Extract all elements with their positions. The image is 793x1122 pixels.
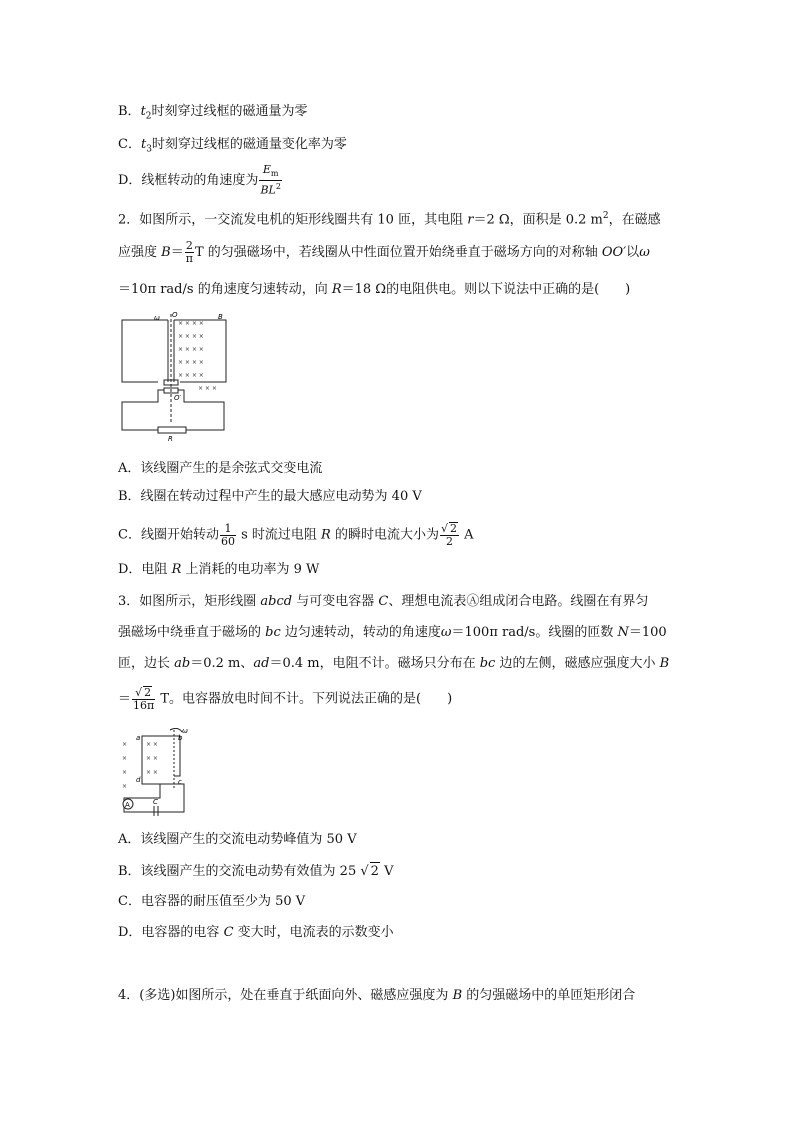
fraction: $\frac{1}{60}$ (220, 521, 235, 548)
q1-option-d: D．线框转动的角速度为 $\frac{E_m}{BL^2}$ (118, 163, 281, 197)
fraction: $\frac{√ 2}{16\pi}$ (133, 686, 155, 712)
q2-option-d: D．电阻 R 上消耗的电功率为 9 W (118, 562, 320, 577)
svg-text:×: × (122, 741, 128, 748)
q2-figure (118, 312, 230, 442)
label-d: d (136, 776, 141, 784)
svg-text:× × ×: × × × (198, 385, 217, 392)
fraction: $\frac{E_m}{BL^2}$ (260, 163, 281, 197)
svg-text:× × × ×: × × × × (178, 333, 204, 340)
q3-option-a: A．该线圈产生的交流电动势峰值为 50 V (118, 832, 357, 847)
svg-text:× ×: × × (146, 755, 158, 762)
q1-option-b: B．$t_2$时刻穿过线框的磁通量为零 (118, 104, 308, 122)
label-r: R (168, 435, 173, 442)
magnetic-field-crosses (178, 320, 217, 392)
capacitor-label: C (153, 798, 158, 806)
label-b: b (178, 734, 183, 742)
svg-text:× × × ×: × × × × (178, 372, 204, 379)
q2-stem-line1: 2．如图所示，一交流发电机的矩形线圈共有 10 匝，其电阻 r＝2 Ω，面积是 0.2 $m^2$，在磁感 (118, 211, 661, 228)
svg-text:× × × ×: × × × × (178, 346, 204, 353)
q3-stem-line2: 强磁场中绕垂直于磁场的 bc 边匀速转动，转动的角速度ω＝100π rad/s。线圈的匝数 N＝100 (118, 625, 667, 640)
svg-text:×: × (122, 783, 128, 790)
q3-figure (118, 728, 194, 818)
q2-stem-line2: 应强度 B＝ $\frac{2}{\pi}$ T 的匀强磁场中，若线圈从中性面位置开始绕垂直于磁场方向的对称轴 OO′以ω (118, 239, 650, 265)
q3-option-d: D．电容器的电容 C 变大时，电流表的示数变小 (118, 925, 394, 940)
svg-text:×: × (122, 755, 128, 762)
q4-stem-line1: 4．(多选)如图所示，处在垂直于纸面向外、磁感应强度为 B 的匀强磁场中的单匝矩形闭合 (118, 988, 636, 1003)
q2-option-a: A．该线圈产生的是余弦式交变电流 (118, 461, 323, 476)
q3-option-b: B．该线圈产生的交流电动势有效值为 25 √ 2 V (118, 864, 394, 879)
label-o-prime: O′ (174, 394, 182, 402)
svg-text:× × × ×: × × × × (178, 320, 204, 327)
q2-stem-line3: ＝10π rad/s 的角速度匀速转动，向 R＝18 Ω的电阻供电。则以下说法中正确的是( ) (118, 282, 631, 297)
label-a: a (136, 734, 141, 742)
q3-option-c: C．电容器的耐压值至少为 50 V (118, 894, 306, 909)
label-b: B (218, 313, 223, 321)
label-omega: ω (182, 728, 188, 735)
fraction: $\frac{√ 2}{2}$ (440, 522, 457, 548)
q3-stem-line4: ＝ $\frac{√ 2}{16\pi}$ T。电容器放电时间不计。下列说法正确的是( ) (118, 686, 453, 712)
q2-option-c: C．线圈开始转动 $\frac{1}{60}$ s 时流过电阻 R 的瞬时电流大小为 $\frac{√ 2}{2}$ A (118, 521, 474, 548)
fraction: $\frac{2}{\pi}$ (185, 239, 193, 265)
label-o: O (172, 312, 178, 319)
ammeter-label: A (125, 801, 130, 809)
q1-option-c: C．$t_3$时刻穿过线框的磁通量变化率为零 (118, 137, 347, 155)
label-c: c (178, 778, 182, 786)
q2-option-b: B．线圈在转动过程中产生的最大感应电动势为 40 V (118, 489, 422, 504)
svg-text:× ×: × × (146, 769, 158, 776)
svg-text:× × × ×: × × × × (178, 359, 204, 366)
svg-text:× ×: × × (146, 741, 158, 748)
q3-stem-line1: 3．如图所示，矩形线圈 abcd 与可变电容器 C、理想电流表Ⓐ组成闭合电路。线圈在有界匀 (118, 594, 649, 609)
q3-stem-line3: 匝，边长 ab＝0.2 m、ad＝0.4 m，电阻不计。磁场只分布在 bc 边的左侧，磁感应强度大小 B (118, 656, 670, 671)
label-omega: ω (154, 314, 160, 322)
svg-text:×: × (122, 769, 128, 776)
